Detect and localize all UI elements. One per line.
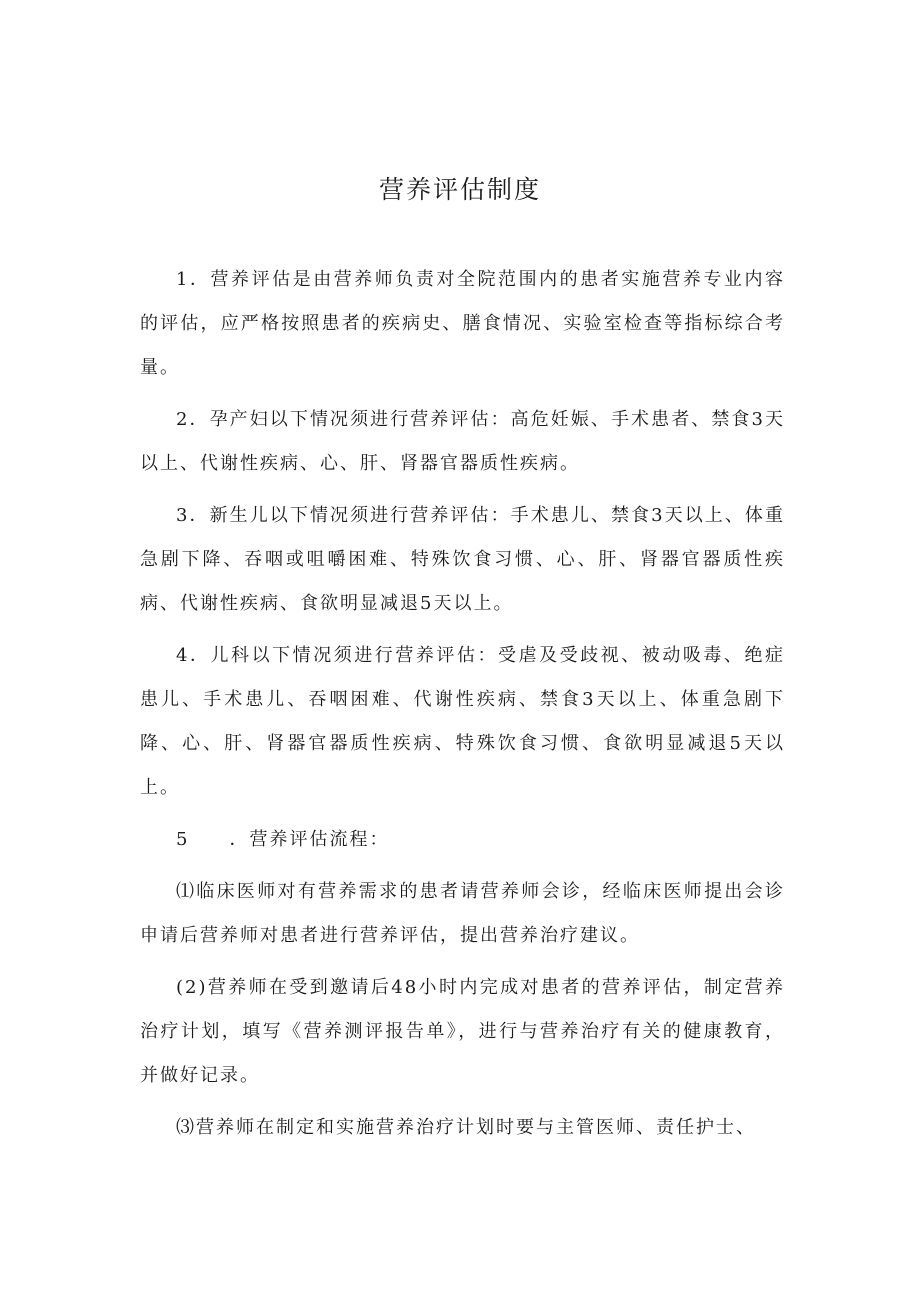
paragraph-5-step-1: ⑴临床医师对有营养需求的患者请营养师会诊，经临床医师提出会诊申请后营养师对患者进行营养评估，提出营养治疗建议。 [140, 881, 785, 946]
paragraph-5-step-3: ⑶营养师在制定和实施营养治疗计划时要与主管医师、责任护士、 [176, 1117, 756, 1138]
document-body [140, 258, 785, 1158]
paragraph-5-step-2: (2)营养师在受到邀请后48小时内完成对患者的营养评估，制定营养治疗计划，填写《营养测评报告单》，进行与营养治疗有关的健康教育，并做好记录。 [140, 977, 785, 1086]
paragraph-1: 1．营养评估是由营养师负责对全院范围内的患者实施营养专业内容的评估，应严格按照患者的疾病史、膳食情况、实验室检查等指标综合考量。 [140, 269, 785, 378]
paragraph-4: 4．儿科以下情况须进行营养评估：受虐及受歧视、被动吸毒、绝症患儿、手术患儿、吞咽困难、代谢性疾病、禁食3天以上、体重急剧下降、心、肝、肾器官器质性疾病、特殊饮食习惯、食欲明显减退5天以上。 [140, 645, 785, 798]
paragraph-5-heading: 5 ．营养评估流程： [176, 829, 390, 850]
paragraph-2: 2．孕产妇以下情况须进行营养评估：高危妊娠、手术患者、禁食3天以上、代谢性疾病、心、肝、肾器官器质性疾病。 [140, 409, 785, 474]
document-title: 营养评估制度 [378, 175, 541, 204]
paragraph-3: 3．新生儿以下情况须进行营养评估：手术患儿、禁食3天以上、体重急剧下降、吞咽或咀嚼困难、特殊饮食习惯、心、肝、肾器官器质性疾病、代谢性疾病、食欲明显减退5天以上。 [140, 505, 785, 614]
